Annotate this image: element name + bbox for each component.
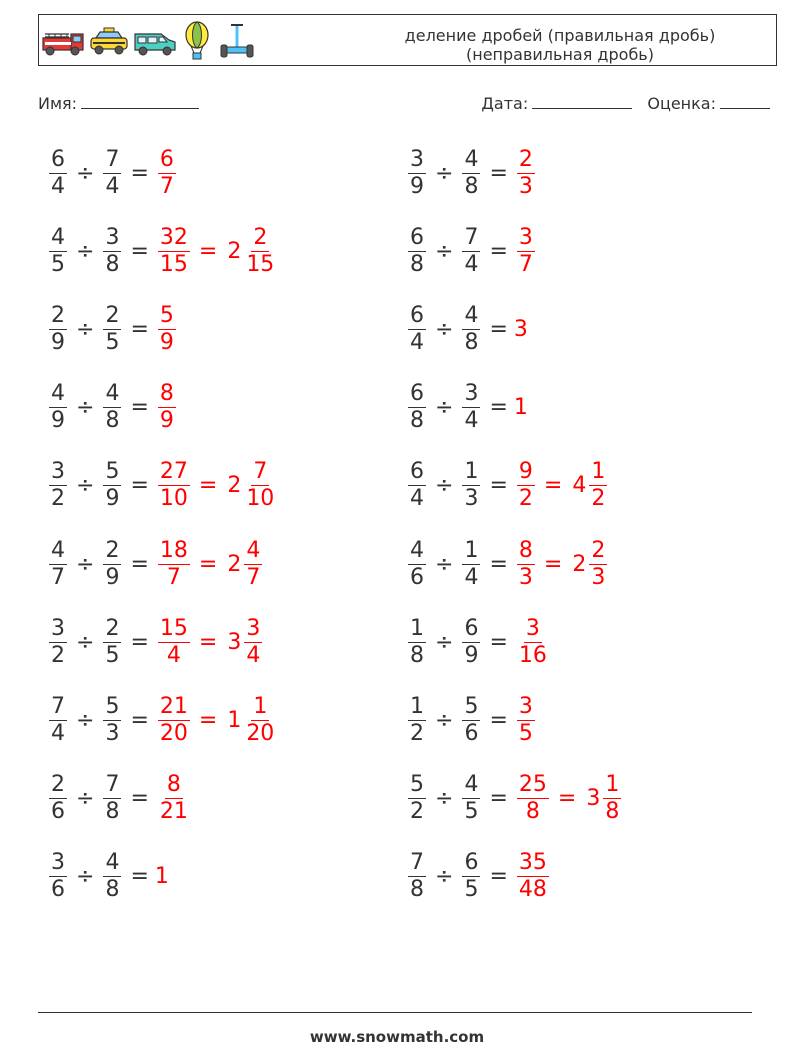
dividend-fraction-denominator: 8 [410, 408, 424, 434]
answer-fraction-denominator: 16 [518, 642, 547, 668]
answer-fraction [158, 381, 176, 434]
answer-fraction-denominator: 9 [159, 329, 174, 355]
answer-whole: 3 [513, 316, 528, 342]
problem-9 [46, 770, 193, 828]
mixed-whole: 4 [572, 473, 587, 499]
divide-sign: ÷ [435, 551, 454, 577]
answer-fraction [158, 147, 176, 200]
answer-fraction-numerator: 15 [159, 615, 188, 641]
divisor-fraction [462, 616, 480, 669]
dividend-fraction [408, 147, 426, 200]
equals-sign: = [489, 707, 508, 733]
mixed-fraction-numerator: 1 [591, 459, 606, 485]
date-label: Дата: [481, 94, 529, 113]
footer-divider [38, 1012, 752, 1013]
answer-fraction-numerator: 32 [159, 224, 188, 250]
divisor-fraction-numerator: 4 [464, 772, 479, 798]
answer-fraction-denominator: 7 [159, 173, 174, 199]
answer-fraction-numerator: 3 [518, 693, 533, 719]
mixed-fraction-denominator: 7 [246, 564, 261, 590]
divisor-fraction-denominator: 4 [464, 408, 479, 434]
mixed-whole: 2 [227, 551, 242, 577]
problem-12 [405, 222, 538, 280]
mixed-fraction-numerator: 2 [591, 537, 606, 563]
problem-8 [46, 691, 279, 749]
divisor-fraction [462, 147, 480, 200]
mixed-fraction-denominator: 3 [591, 564, 606, 590]
answer-fraction-numerator: 8 [166, 772, 181, 798]
dividend-fraction-numerator: 7 [51, 693, 65, 719]
divide-sign: ÷ [435, 864, 454, 890]
divisor-fraction-denominator: 9 [105, 486, 120, 512]
dividend-fraction-denominator: 7 [51, 564, 65, 590]
mixed-fraction [603, 772, 621, 825]
dividend-fraction-numerator: 6 [410, 381, 424, 407]
divisor-fraction [103, 850, 121, 903]
footer-url: www.snowmath.com [309, 1028, 485, 1046]
divide-sign: ÷ [435, 786, 454, 812]
divisor-fraction-denominator: 4 [105, 173, 120, 199]
equals-sign: = [489, 238, 508, 264]
grade-blank[interactable] [720, 94, 770, 109]
dividend-fraction [408, 459, 426, 512]
divisor-fraction [462, 459, 480, 512]
equals-sign: = [489, 864, 508, 890]
divisor-fraction-numerator: 2 [105, 302, 120, 328]
answer-fraction [158, 538, 190, 591]
divide-sign: ÷ [435, 629, 454, 655]
hot-air-balloon-icon [181, 21, 213, 61]
answer-fraction [517, 147, 535, 200]
divisor-fraction-numerator: 3 [105, 224, 120, 250]
dividend-fraction-denominator: 2 [410, 799, 424, 825]
mixed-fraction [589, 538, 607, 591]
grade-label: Оценка: [647, 94, 716, 113]
answer-fraction [517, 538, 535, 591]
divide-sign: ÷ [76, 629, 95, 655]
problem-15 [405, 457, 610, 515]
dividend-fraction-denominator: 9 [51, 329, 65, 355]
header-icons [41, 21, 261, 61]
divisor-fraction-denominator: 8 [105, 408, 120, 434]
divisor-fraction [103, 616, 121, 669]
divisor-fraction-denominator: 5 [105, 329, 120, 355]
problem-16 [405, 535, 610, 593]
equals-sign: = [489, 786, 508, 812]
title-line-1: деление дробей (правильная дробь) [404, 26, 716, 45]
dividend-fraction-numerator: 6 [410, 459, 424, 485]
dividend-fraction-numerator: 3 [51, 459, 65, 485]
problem-4 [46, 379, 179, 437]
divisor-fraction [462, 850, 480, 903]
dividend-fraction-numerator: 4 [410, 537, 424, 563]
divisor-fraction [103, 147, 121, 200]
dividend-fraction-denominator: 5 [51, 251, 65, 277]
dividend-fraction-numerator: 2 [51, 772, 65, 798]
divisor-fraction-numerator: 3 [464, 381, 479, 407]
divisor-fraction [103, 772, 121, 825]
divide-sign: ÷ [435, 160, 454, 186]
answer-fraction-denominator: 10 [159, 486, 188, 512]
mixed-whole: 1 [227, 707, 242, 733]
answer-fraction-numerator: 3 [518, 224, 533, 250]
dividend-fraction-numerator: 3 [51, 850, 65, 876]
mixed-fraction-denominator: 15 [246, 251, 275, 277]
answer-fraction-denominator: 3 [518, 564, 533, 590]
problem-2 [46, 222, 279, 280]
divisor-fraction [462, 381, 480, 434]
mixed-fraction-numerator: 1 [253, 693, 268, 719]
answer-fraction-denominator: 21 [159, 799, 188, 825]
answer-fraction [158, 303, 176, 356]
dividend-fraction-denominator: 8 [410, 642, 424, 668]
equals-sign: = [130, 551, 149, 577]
divisor-fraction [103, 225, 121, 278]
answer-fraction [158, 616, 190, 669]
dividend-fraction [49, 147, 67, 200]
equals-sign: = [489, 551, 508, 577]
answer-fraction [158, 459, 190, 512]
divisor-fraction-denominator: 3 [464, 486, 479, 512]
divisor-fraction [103, 459, 121, 512]
equals-sign: = [130, 864, 149, 890]
date-blank[interactable] [532, 94, 632, 109]
divide-sign: ÷ [76, 551, 95, 577]
problem-5 [46, 457, 279, 515]
divide-sign: ÷ [76, 316, 95, 342]
mixed-whole: 2 [227, 473, 242, 499]
dividend-fraction-numerator: 7 [410, 850, 424, 876]
equals-sign: = [130, 473, 149, 499]
divide-sign: ÷ [76, 395, 95, 421]
answer-equals-sign: = [198, 707, 218, 733]
divisor-fraction-numerator: 7 [105, 772, 120, 798]
divisor-fraction [103, 694, 121, 747]
dividend-fraction-denominator: 2 [410, 720, 424, 746]
van-icon [133, 24, 177, 58]
answer-equals-sign: = [198, 629, 218, 655]
divisor-fraction-denominator: 9 [464, 642, 479, 668]
problem-11 [405, 144, 538, 202]
problem-10 [46, 848, 169, 906]
dividend-fraction-numerator: 2 [51, 302, 65, 328]
problem-14 [405, 379, 528, 437]
mixed-fraction-denominator: 20 [246, 720, 275, 746]
dividend-fraction-denominator: 6 [410, 564, 424, 590]
answer-fraction-numerator: 25 [518, 772, 547, 798]
dividend-fraction-denominator: 9 [51, 408, 65, 434]
mixed-fraction-denominator: 2 [591, 486, 606, 512]
dividend-fraction-denominator: 6 [51, 799, 65, 825]
dividend-fraction-numerator: 6 [51, 146, 65, 172]
problem-7 [46, 613, 265, 671]
divisor-fraction-numerator: 1 [464, 459, 479, 485]
dividend-fraction-denominator: 8 [410, 251, 424, 277]
answer-fraction-denominator: 7 [166, 564, 181, 590]
dividend-fraction [408, 850, 426, 903]
divisor-fraction-numerator: 5 [464, 693, 479, 719]
answer-fraction [517, 850, 549, 903]
answer-fraction-numerator: 21 [159, 693, 188, 719]
answer-fraction [158, 694, 190, 747]
equals-sign: = [130, 707, 149, 733]
problem-3 [46, 300, 179, 358]
mixed-fraction [244, 538, 262, 591]
divisor-fraction [462, 225, 480, 278]
divisor-fraction [462, 538, 480, 591]
dividend-fraction [49, 850, 67, 903]
divisor-fraction-numerator: 5 [105, 693, 120, 719]
answer-fraction-numerator: 8 [159, 381, 174, 407]
divide-sign: ÷ [76, 473, 95, 499]
mixed-fraction-numerator: 7 [253, 459, 268, 485]
answer-fraction-denominator: 2 [518, 486, 533, 512]
divisor-fraction-numerator: 4 [464, 302, 479, 328]
dividend-fraction-numerator: 4 [51, 224, 65, 250]
divisor-fraction-denominator: 8 [464, 329, 479, 355]
equals-sign: = [130, 238, 149, 264]
mixed-fraction [589, 459, 607, 512]
worksheet-title [380, 26, 740, 64]
dividend-fraction [408, 538, 426, 591]
dividend-fraction [49, 381, 67, 434]
dividend-fraction [49, 303, 67, 356]
divisor-fraction-denominator: 3 [105, 720, 120, 746]
answer-equals-sign: = [198, 551, 218, 577]
equals-sign: = [489, 316, 508, 342]
answer-fraction [517, 225, 535, 278]
mixed-whole: 2 [227, 238, 242, 264]
divide-sign: ÷ [76, 786, 95, 812]
dividend-fraction-numerator: 4 [51, 381, 65, 407]
answer-fraction [517, 459, 535, 512]
mixed-fraction [244, 225, 276, 278]
equals-sign: = [489, 473, 508, 499]
answer-equals-sign: = [198, 238, 218, 264]
answer-fraction-denominator: 8 [525, 799, 540, 825]
answer-fraction-denominator: 5 [518, 720, 533, 746]
divisor-fraction-numerator: 4 [105, 381, 120, 407]
answer-fraction-numerator: 3 [525, 615, 540, 641]
dividend-fraction [408, 225, 426, 278]
answer-fraction-denominator: 15 [159, 251, 188, 277]
answer-fraction-numerator: 6 [159, 146, 174, 172]
answer-fraction-denominator: 9 [159, 408, 174, 434]
dividend-fraction-denominator: 9 [410, 173, 424, 199]
mixed-fraction-denominator: 10 [246, 486, 275, 512]
equals-sign: = [130, 160, 149, 186]
problem-17 [405, 613, 552, 671]
divisor-fraction-denominator: 6 [464, 720, 479, 746]
divide-sign: ÷ [76, 160, 95, 186]
dividend-fraction-denominator: 2 [51, 486, 65, 512]
answer-fraction-numerator: 18 [159, 537, 188, 563]
divisor-fraction-numerator: 7 [105, 146, 120, 172]
dividend-fraction-numerator: 3 [410, 146, 424, 172]
answer-fraction-numerator: 5 [159, 302, 174, 328]
answer-fraction-denominator: 20 [159, 720, 188, 746]
answer-fraction-denominator: 3 [518, 173, 533, 199]
divisor-fraction [462, 303, 480, 356]
dividend-fraction-numerator: 3 [51, 615, 65, 641]
dividend-fraction [408, 616, 426, 669]
answer-fraction-numerator: 27 [159, 459, 188, 485]
answer-equals-sign: = [543, 551, 563, 577]
dividend-fraction [408, 303, 426, 356]
dividend-fraction-numerator: 1 [410, 693, 424, 719]
mixed-fraction-numerator: 1 [605, 772, 620, 798]
divisor-fraction-denominator: 4 [464, 564, 479, 590]
mixed-whole: 2 [572, 551, 587, 577]
answer-fraction [158, 772, 190, 825]
divisor-fraction [103, 538, 121, 591]
equals-sign: = [489, 160, 508, 186]
answer-fraction-denominator: 7 [518, 251, 533, 277]
divisor-fraction-numerator: 7 [464, 224, 479, 250]
dividend-fraction [49, 459, 67, 512]
mixed-fraction [244, 616, 262, 669]
dividend-fraction-denominator: 8 [410, 877, 424, 903]
answer-equals-sign: = [557, 786, 577, 812]
dividend-fraction [49, 616, 67, 669]
divide-sign: ÷ [435, 395, 454, 421]
dividend-fraction-denominator: 4 [51, 173, 65, 199]
divisor-fraction-numerator: 5 [105, 459, 120, 485]
divisor-fraction-denominator: 8 [105, 877, 120, 903]
problem-13 [405, 300, 528, 358]
divisor-fraction-numerator: 2 [105, 615, 120, 641]
title-line-2: (неправильная дробь) [466, 45, 654, 64]
divide-sign: ÷ [76, 707, 95, 733]
divisor-fraction [103, 303, 121, 356]
divide-sign: ÷ [435, 238, 454, 264]
answer-fraction [517, 694, 535, 747]
name-field [38, 94, 199, 113]
divisor-fraction-denominator: 4 [464, 251, 479, 277]
dividend-fraction [49, 225, 67, 278]
answer-fraction [517, 616, 549, 669]
dividend-fraction-denominator: 4 [410, 329, 424, 355]
answer-fraction-denominator: 48 [518, 877, 547, 903]
equals-sign: = [489, 629, 508, 655]
answer-whole: 1 [513, 395, 528, 421]
equals-sign: = [130, 395, 149, 421]
answer-fraction-numerator: 2 [518, 146, 533, 172]
problem-1 [46, 144, 179, 202]
divisor-fraction-numerator: 6 [464, 615, 479, 641]
divisor-fraction [462, 772, 480, 825]
mixed-fraction [244, 459, 276, 512]
dividend-fraction [408, 772, 426, 825]
divide-sign: ÷ [435, 473, 454, 499]
mixed-fraction-denominator: 4 [246, 642, 261, 668]
divisor-fraction-denominator: 5 [464, 799, 479, 825]
dividend-fraction-numerator: 6 [410, 302, 424, 328]
divisor-fraction-denominator: 9 [105, 564, 120, 590]
divide-sign: ÷ [76, 864, 95, 890]
problem-18 [405, 691, 538, 749]
name-blank[interactable] [81, 94, 199, 109]
dividend-fraction-denominator: 4 [410, 486, 424, 512]
answer-fraction-numerator: 8 [518, 537, 533, 563]
dividend-fraction [49, 694, 67, 747]
problem-6 [46, 535, 265, 593]
name-label: Имя: [38, 94, 78, 113]
divisor-fraction-numerator: 4 [464, 146, 479, 172]
equals-sign: = [130, 629, 149, 655]
divisor-fraction-numerator: 1 [464, 537, 479, 563]
equals-sign: = [130, 316, 149, 342]
dividend-fraction-numerator: 5 [410, 772, 424, 798]
divisor-fraction-denominator: 8 [464, 173, 479, 199]
answer-fraction-denominator: 4 [166, 642, 181, 668]
dividend-fraction-numerator: 4 [51, 537, 65, 563]
problem-20 [405, 848, 552, 906]
divisor-fraction [462, 694, 480, 747]
divide-sign: ÷ [435, 316, 454, 342]
dividend-fraction-denominator: 6 [51, 877, 65, 903]
divisor-fraction-denominator: 5 [105, 642, 120, 668]
answer-fraction-numerator: 9 [518, 459, 533, 485]
dividend-fraction-denominator: 4 [51, 720, 65, 746]
divisor-fraction-numerator: 4 [105, 850, 120, 876]
answer-fraction [517, 772, 549, 825]
mixed-whole: 3 [227, 629, 242, 655]
divisor-fraction [103, 381, 121, 434]
dividend-fraction [408, 381, 426, 434]
divide-sign: ÷ [76, 238, 95, 264]
date-grade-fields [481, 94, 770, 113]
dividend-fraction [49, 538, 67, 591]
dividend-fraction-numerator: 1 [410, 615, 424, 641]
answer-whole: 1 [154, 864, 169, 890]
divisor-fraction-numerator: 2 [105, 537, 120, 563]
scooter-icon [217, 21, 257, 61]
dividend-fraction [49, 772, 67, 825]
problem-19 [405, 770, 624, 828]
answer-equals-sign: = [198, 473, 218, 499]
mixed-whole: 3 [586, 786, 601, 812]
taxi-icon [89, 24, 129, 58]
divisor-fraction-denominator: 8 [105, 799, 120, 825]
mixed-fraction-denominator: 8 [605, 799, 620, 825]
worksheet-header [38, 14, 777, 66]
divisor-fraction-denominator: 5 [464, 877, 479, 903]
divisor-fraction-denominator: 8 [105, 251, 120, 277]
answer-equals-sign: = [543, 473, 563, 499]
mixed-fraction [244, 694, 276, 747]
dividend-fraction [408, 694, 426, 747]
dividend-fraction-numerator: 6 [410, 224, 424, 250]
equals-sign: = [489, 395, 508, 421]
mixed-fraction-numerator: 3 [246, 615, 261, 641]
divisor-fraction-numerator: 6 [464, 850, 479, 876]
fire-truck-icon [41, 24, 85, 58]
divide-sign: ÷ [435, 707, 454, 733]
mixed-fraction-numerator: 4 [246, 537, 261, 563]
answer-fraction [158, 225, 190, 278]
equals-sign: = [130, 786, 149, 812]
dividend-fraction-denominator: 2 [51, 642, 65, 668]
mixed-fraction-numerator: 2 [253, 224, 268, 250]
answer-fraction-numerator: 35 [518, 850, 547, 876]
